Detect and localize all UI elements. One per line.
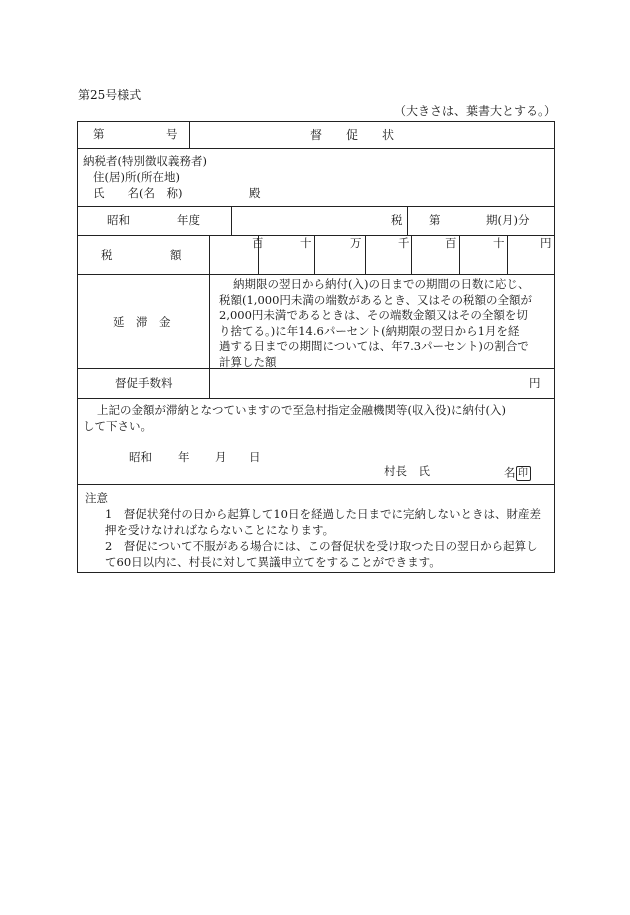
mei-label: 名	[504, 465, 516, 480]
honorific-dono: 殿	[249, 186, 261, 200]
issue-day-label: 日	[249, 450, 261, 464]
demand-notice-form	[77, 121, 555, 573]
fee-label: 督促手数料	[115, 376, 173, 390]
col-divider	[231, 206, 232, 235]
penalty-line: 2,000円未満であるときは、その端数金額又はその全額を切	[219, 308, 528, 322]
row-divider	[78, 398, 554, 399]
col-divider	[411, 235, 412, 274]
penalty-line: 計算した額	[219, 354, 277, 369]
unit-yen: 円	[540, 236, 552, 250]
penalty-line: 納期限の翌日から納付(入)の日までの期間の日数に応じ、	[233, 277, 530, 291]
issuer-name-suffix	[504, 466, 531, 481]
tax-amount-label: 税 額	[101, 248, 182, 262]
issue-era: 昭和	[129, 450, 152, 464]
name-label: 氏 名(名 称)	[93, 186, 183, 200]
note-2-line-1: 2 督促について不服がある場合には、この督促状を受け取つた日の翌日から起算し	[105, 539, 538, 553]
seal-mark: 印	[516, 466, 531, 481]
address-label: 住(居)所(所在地)	[93, 170, 180, 184]
page-title: 督 促 状	[310, 128, 395, 142]
size-note: （大きさは、葉書大とする。）	[393, 104, 556, 118]
note-1-line-2: 押を受けなければならないことになります。	[105, 523, 335, 537]
notice-line-2: して下さい。	[83, 419, 152, 433]
unit-juu-man: 十	[300, 236, 312, 250]
issuer-label: 村長 氏	[384, 464, 430, 478]
penalty-description	[219, 277, 554, 370]
col-divider	[314, 235, 315, 274]
form-number: 第25号様式	[78, 88, 142, 102]
penalty-line: り捨てる。)に年14.6パーセント(納期限の翌日から1月を経	[219, 323, 520, 338]
unit-man: 万	[350, 236, 362, 250]
note-2-line-2: て60日以内に、村長に対して異議申立てをすることができます。	[105, 555, 441, 569]
row-divider	[78, 484, 554, 485]
notes-title: 注意	[85, 491, 108, 505]
period-dai-label: 第	[429, 213, 441, 227]
penalty-label: 延 滞 金	[113, 315, 171, 329]
period-label: 期(月)分	[486, 213, 530, 227]
fiscal-year-label: 年度	[177, 213, 200, 227]
penalty-line: 税額(1,000円未満の端数があるとき、又はその税額の全額が	[219, 292, 532, 307]
col-divider	[365, 235, 366, 274]
col-divider	[209, 235, 210, 398]
row-divider	[78, 274, 554, 275]
issue-month-label: 月	[215, 450, 227, 464]
tax-type-label: 税	[391, 213, 403, 227]
notice-line-1: 上記の金額が滞納となつていますので至急村指定金融機関等(収入役)に納付(入)	[97, 403, 506, 417]
penalty-line: 過する日までの期間については、年7.3パーセント)の割合で	[219, 339, 529, 353]
col-divider	[507, 235, 508, 274]
number-dai-label: 第	[93, 127, 105, 141]
fee-unit-yen: 円	[529, 376, 541, 390]
unit-juu: 十	[493, 236, 505, 250]
row-divider	[78, 206, 554, 207]
unit-hyaku: 百	[445, 236, 457, 250]
row-divider	[78, 148, 554, 149]
issue-year-label: 年	[178, 450, 190, 464]
col-divider	[407, 206, 408, 235]
unit-hyaku-man: 百	[252, 236, 264, 250]
unit-sen: 千	[398, 236, 410, 250]
number-go-label: 号	[166, 127, 178, 141]
taxpayer-label: 納税者(特別徴収義務者)	[83, 154, 207, 168]
col-divider	[459, 235, 460, 274]
era-showa: 昭和	[107, 213, 130, 227]
row-divider	[78, 235, 554, 236]
note-1-line-1: 1 督促状発付の日から起算して10日を経過した日までに完納しないときは、財産差	[105, 507, 541, 521]
col-divider	[189, 122, 190, 148]
